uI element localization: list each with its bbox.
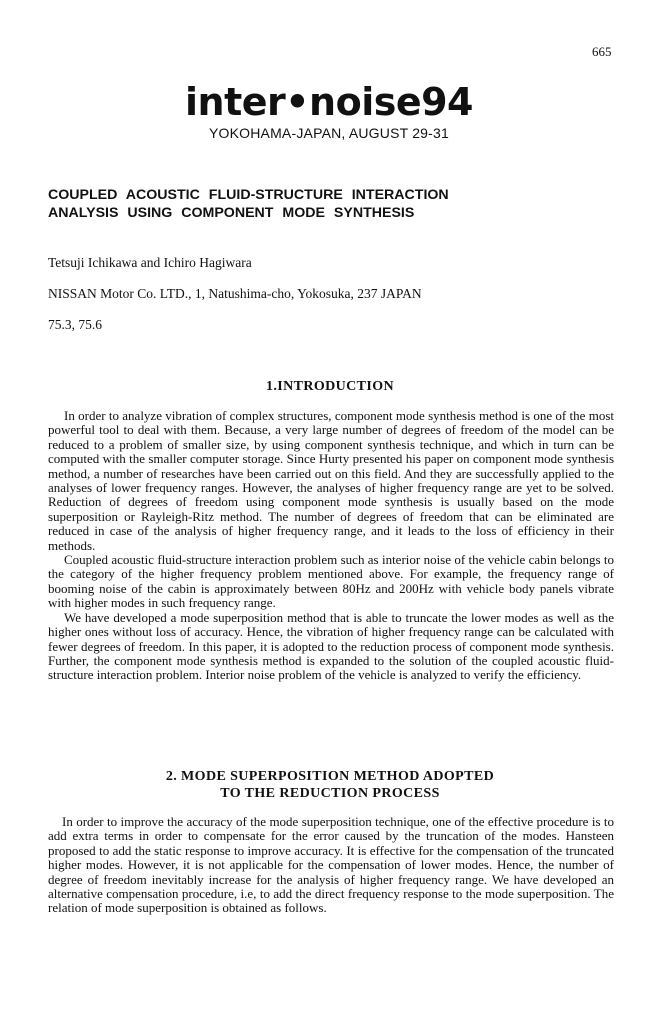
conference-logo: inter•noise94 [185, 80, 473, 124]
paper-title-line: ANALYSIS USING COMPONENT MODE SYNTHESIS [48, 205, 415, 221]
section-2-body [48, 815, 614, 916]
paragraph: In order to improve the accuracy of the mode superposition technique, one of the effective procedure is to add extra terms in order to compensate for the error caused by the truncation of the modes. Hansteen proposed to add the static response to improve accuracy. It is effective for the compensation of the truncated higher modes. However, it is not applicable for the compensation of lower modes. Hence, the number of degree of freedom inevitably increase for the analysis of higher frequency range. We have developed an alternative compensation procedure, i.e, to add the direct frequency response to the mode superposition. The relation of mode superposition is obtained as follows. [48, 814, 614, 916]
section-heading-line: TO THE REDUCTION PROCESS [220, 786, 440, 801]
affiliation: NISSAN Motor Co. LTD., 1, Natushima-cho, Yokosuka, 237 JAPAN [48, 286, 422, 301]
paper-title [48, 186, 608, 222]
conference-location-date: YOKOHAMA-JAPAN, AUGUST 29-31 [208, 125, 450, 141]
section-2-heading [40, 768, 620, 802]
classification-codes: 75.3, 75.6 [48, 317, 102, 332]
section-heading-line: 2. MODE SUPERPOSITION METHOD ADOPTED [165, 769, 495, 784]
page-number: 665 [592, 44, 612, 59]
introduction-heading: 1.INTRODUCTION [265, 379, 395, 394]
paragraph: We have developed a mode superposition method that is able to truncate the lower modes as well as the higher ones without loss of accuracy. Hence, the vibration of higher frequency range can be calculated with fewer degrees of freedom. In this paper, it is adopted to the reduction process of component mode synthesis. Further, the component mode synthesis method is expanded to the solution of the coupled acoustic fluid-structure interaction problem. Interior noise problem of the vehicle is analyzed to verify the efficiency. [48, 609, 614, 683]
authors: Tetsuji Ichikawa and Ichiro Hagiwara [48, 255, 252, 270]
paper-title-line: COUPLED ACOUSTIC FLUID-STRUCTURE INTERACTION [48, 187, 449, 203]
paragraph: In order to analyze vibration of complex structures, component mode synthesis method is one of the most powerful tool to deal with them. Because, a very large number of degrees of freedom of the model can be reduced to a problem of smaller size, by using component synthesis technique, and which in turn can be computed with the smaller computer storage. Since Hurty presented his paper on component mode synthesis method, a number of researches have been carried out on this field. And they are successfully applied to the analyses of lower frequency ranges. However, the analyses of higher frequency range are yet to be solved. Reduction of degrees of freedom using component mode synthesis is usually based on the mode superposition or Rayleigh-Ritz method. The number of degrees of freedom that can be eliminated are reduced in case of the analysis of higher frequency range, and it leads to the loss of efficiency in their methods. [48, 408, 614, 553]
paragraph: Coupled acoustic fluid-structure interaction problem such as interior noise of the vehicle cabin belongs to the category of the higher frequency problem mentioned above. For example, the frequency range of booming noise of the cabin is approximately between 80Hz and 200Hz with vehicle body panels vibrate with higher modes in such frequency range. [48, 552, 614, 611]
introduction-body [48, 409, 614, 683]
